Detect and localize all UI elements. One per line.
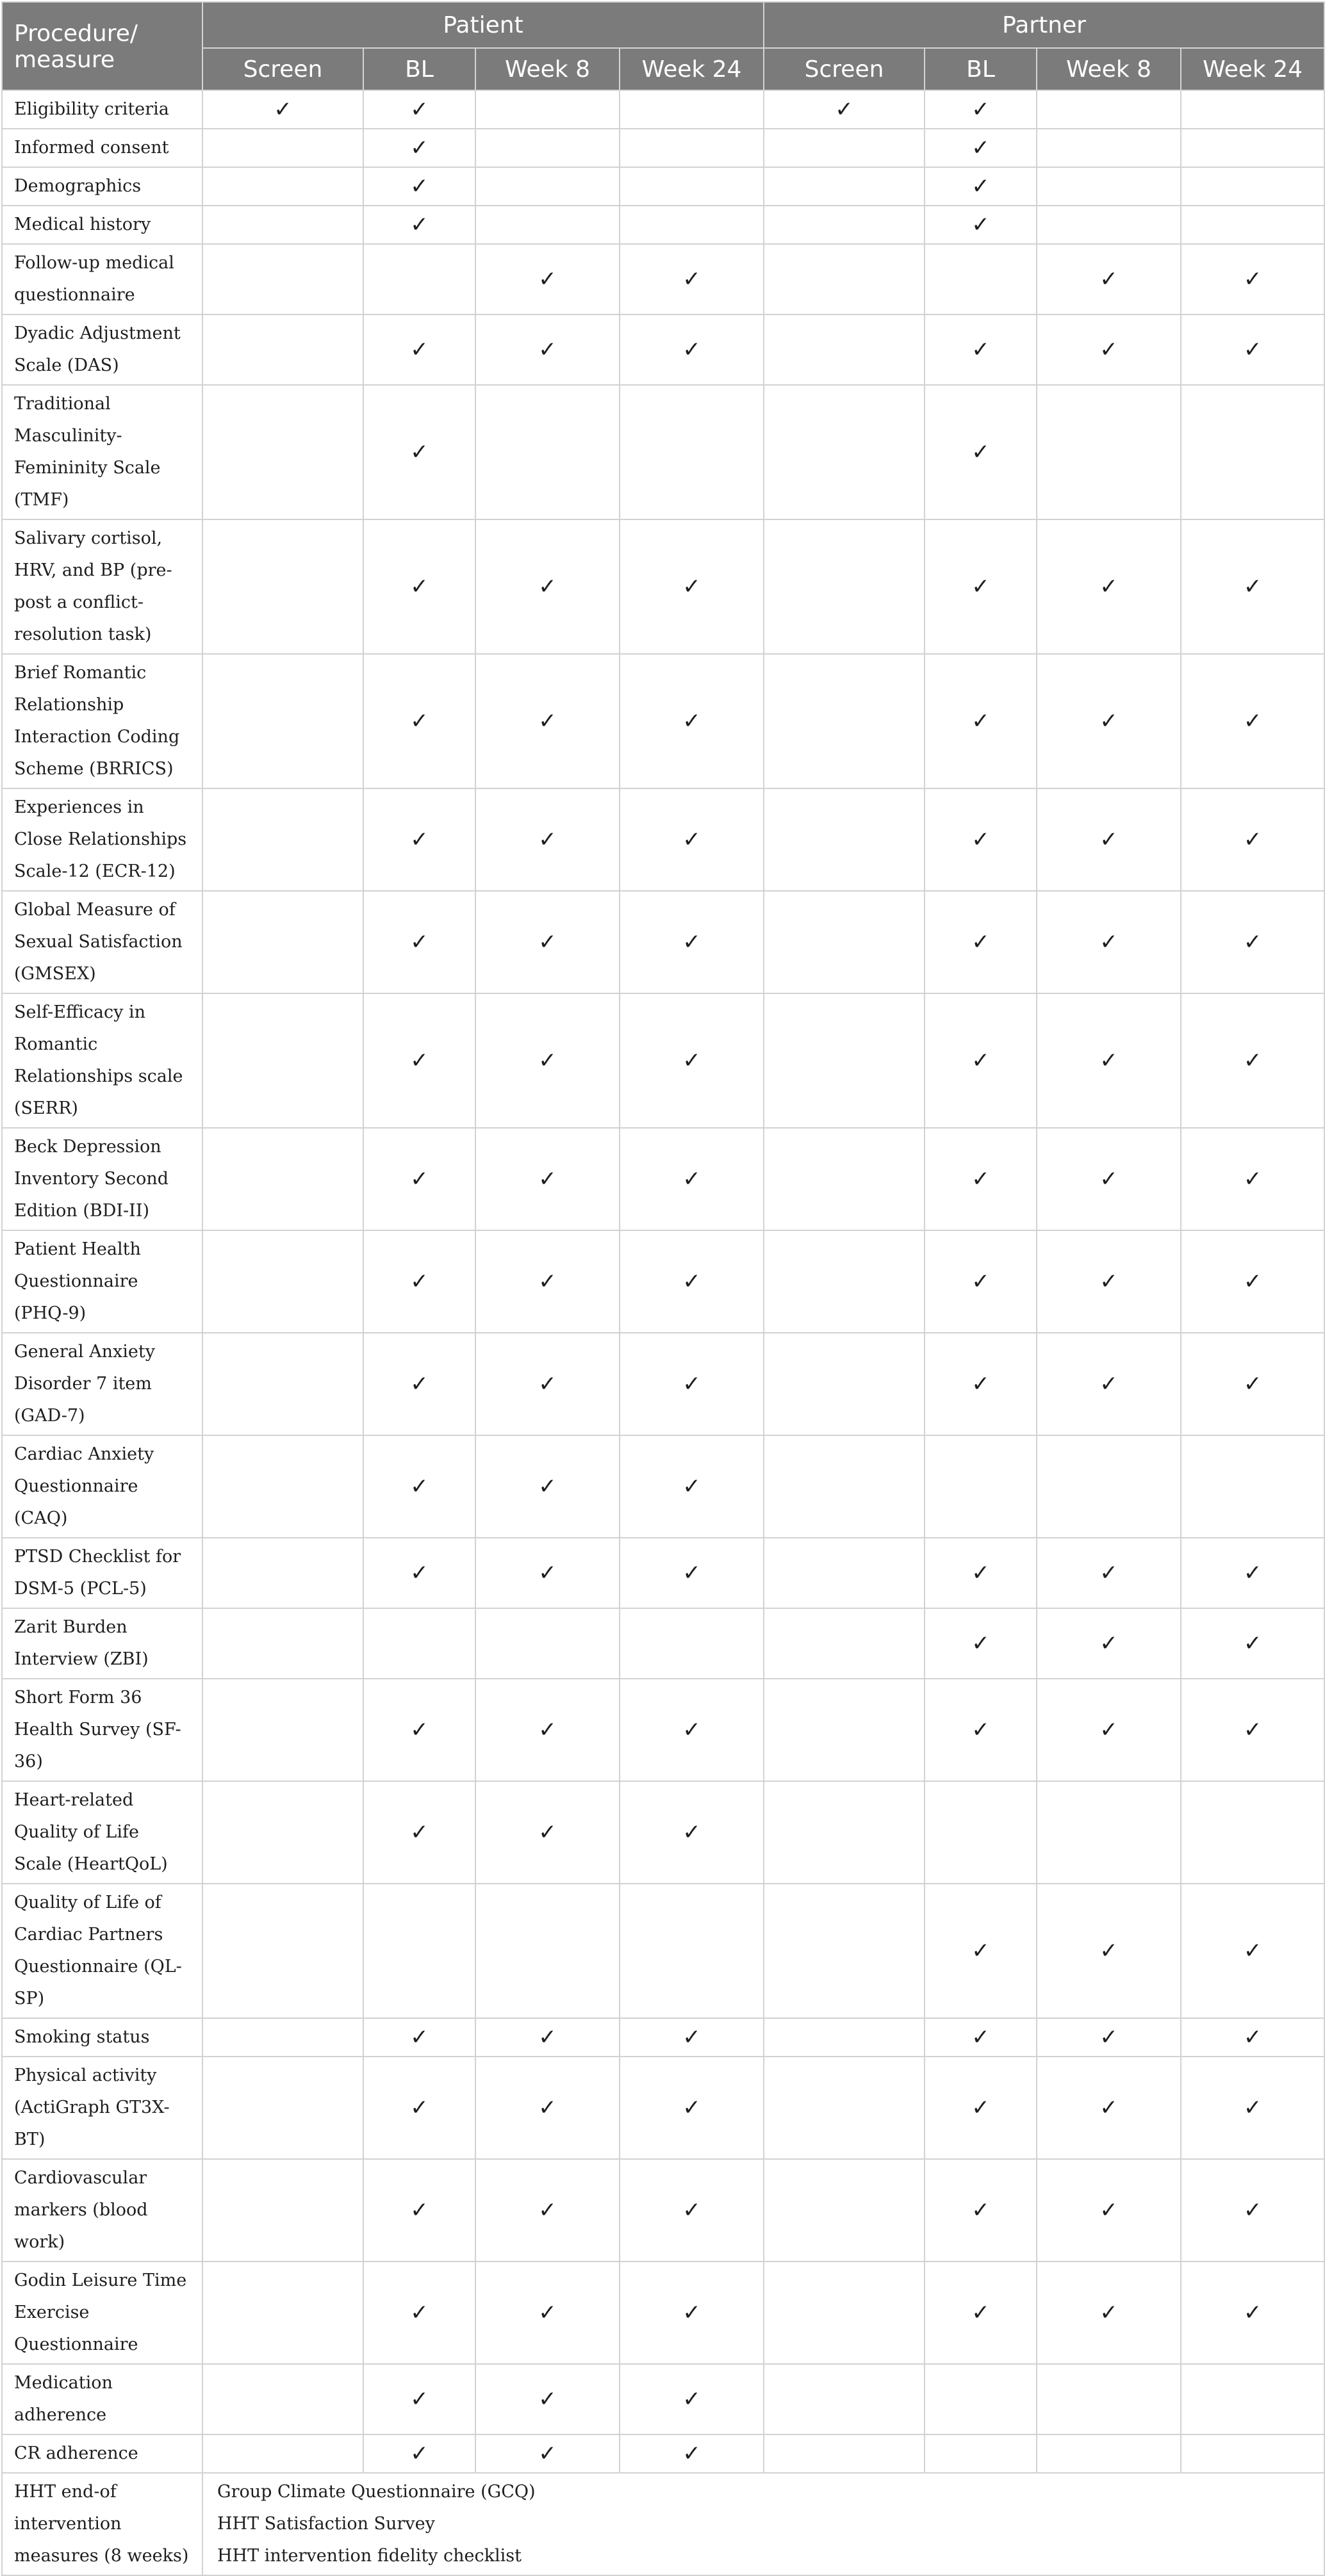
empty-cell-patient-screen [202, 2364, 363, 2434]
empty-cell-patient-week-24 [620, 206, 764, 244]
check-mark-partner-week-8: ✓ [1037, 1333, 1181, 1435]
measure-label: Global Measure of Sexual Satisfaction (GMSEX) [2, 891, 202, 993]
table-row [2, 788, 1324, 891]
header-patient-bl: BL [363, 48, 475, 90]
header-partner-screen: Screen [764, 48, 925, 90]
check-mark-partner-week-24: ✓ [1181, 993, 1324, 1128]
check-mark-partner-bl: ✓ [925, 1230, 1037, 1333]
empty-cell-patient-screen [202, 1435, 363, 1538]
measure-label: Beck Depression Inventory Second Edition (BDI-II) [2, 1128, 202, 1230]
check-mark-patient-week-24: ✓ [620, 519, 764, 654]
check-mark-patient-week-24: ✓ [620, 244, 764, 314]
check-mark-partner-week-8: ✓ [1037, 1679, 1181, 1781]
empty-cell-partner-week-24 [1181, 90, 1324, 129]
empty-cell-partner-screen [764, 654, 925, 788]
check-mark-partner-week-24: ✓ [1181, 1230, 1324, 1333]
check-mark-partner-bl: ✓ [925, 167, 1037, 206]
table-row [2, 993, 1324, 1128]
measure-label: Demographics [2, 167, 202, 206]
empty-cell-patient-bl [363, 1884, 475, 2018]
empty-cell-partner-week-8 [1037, 167, 1181, 206]
empty-cell-patient-week-24 [620, 90, 764, 129]
measure-label: Physical activity (ActiGraph GT3X-BT) [2, 2057, 202, 2159]
empty-cell-patient-screen [202, 1538, 363, 1608]
check-mark-patient-bl: ✓ [363, 1781, 475, 1884]
check-mark-patient-week-24: ✓ [620, 2262, 764, 2364]
empty-cell-partner-week-8 [1037, 1435, 1181, 1538]
empty-cell-patient-screen [202, 385, 363, 519]
check-mark-patient-bl: ✓ [363, 1333, 475, 1435]
check-mark-partner-week-24: ✓ [1181, 1333, 1324, 1435]
empty-cell-partner-screen [764, 788, 925, 891]
check-mark-partner-week-8: ✓ [1037, 654, 1181, 788]
check-mark-partner-week-8: ✓ [1037, 1608, 1181, 1679]
check-mark-partner-bl: ✓ [925, 519, 1037, 654]
measure-label: Cardiovascular markers (blood work) [2, 2159, 202, 2262]
table-body [2, 90, 1324, 2575]
check-mark-partner-week-8: ✓ [1037, 993, 1181, 1128]
measure-label: Patient Health Questionnaire (PHQ-9) [2, 1230, 202, 1333]
empty-cell-partner-bl [925, 244, 1037, 314]
check-mark-patient-week-24: ✓ [620, 788, 764, 891]
check-mark-patient-week-8: ✓ [475, 891, 620, 993]
check-mark-patient-bl: ✓ [363, 1230, 475, 1333]
check-mark-patient-week-24: ✓ [620, 1230, 764, 1333]
table-row [2, 129, 1324, 167]
table-row [2, 2018, 1324, 2057]
check-mark-patient-bl: ✓ [363, 2057, 475, 2159]
empty-cell-partner-week-24 [1181, 1781, 1324, 1884]
empty-cell-partner-screen [764, 2057, 925, 2159]
check-mark-partner-bl: ✓ [925, 1128, 1037, 1230]
check-mark-patient-bl: ✓ [363, 2434, 475, 2473]
check-mark-partner-week-24: ✓ [1181, 244, 1324, 314]
empty-cell-partner-screen [764, 314, 925, 385]
check-mark-patient-week-24: ✓ [620, 2018, 764, 2057]
empty-cell-patient-screen [202, 244, 363, 314]
measure-label: PTSD Checklist for DSM-5 (PCL-5) [2, 1538, 202, 1608]
measure-label: Medication adherence [2, 2364, 202, 2434]
table-row [2, 314, 1324, 385]
check-mark-patient-week-24: ✓ [620, 2057, 764, 2159]
empty-cell-partner-bl [925, 2364, 1037, 2434]
table-row [2, 2262, 1324, 2364]
check-mark-patient-bl: ✓ [363, 2262, 475, 2364]
empty-cell-patient-week-8 [475, 206, 620, 244]
empty-cell-partner-bl [925, 1435, 1037, 1538]
empty-cell-partner-week-24 [1181, 2434, 1324, 2473]
empty-cell-partner-screen [764, 1884, 925, 2018]
measure-label: CR adherence [2, 2434, 202, 2473]
check-mark-partner-week-8: ✓ [1037, 314, 1181, 385]
check-mark-patient-bl: ✓ [363, 2364, 475, 2434]
check-mark-patient-bl: ✓ [363, 993, 475, 1128]
empty-cell-partner-screen [764, 1538, 925, 1608]
check-mark-partner-bl: ✓ [925, 314, 1037, 385]
check-mark-patient-week-24: ✓ [620, 2159, 764, 2262]
check-mark-patient-week-8: ✓ [475, 788, 620, 891]
header-partner-week-24: Week 24 [1181, 48, 1324, 90]
check-mark-patient-bl: ✓ [363, 2018, 475, 2057]
check-mark-partner-bl: ✓ [925, 1333, 1037, 1435]
check-mark-patient-week-8: ✓ [475, 2364, 620, 2434]
empty-cell-partner-week-24 [1181, 129, 1324, 167]
empty-cell-patient-screen [202, 654, 363, 788]
check-mark-partner-week-8: ✓ [1037, 2159, 1181, 2262]
table-row [2, 1435, 1324, 1538]
check-mark-patient-week-8: ✓ [475, 314, 620, 385]
table-row [2, 167, 1324, 206]
empty-cell-patient-screen [202, 993, 363, 1128]
empty-cell-patient-week-8 [475, 1608, 620, 1679]
empty-cell-partner-screen [764, 891, 925, 993]
check-mark-patient-week-8: ✓ [475, 2159, 620, 2262]
empty-cell-patient-screen [202, 2434, 363, 2473]
empty-cell-patient-screen [202, 2262, 363, 2364]
empty-cell-partner-week-24 [1181, 206, 1324, 244]
check-mark-partner-bl: ✓ [925, 654, 1037, 788]
check-mark-patient-week-8: ✓ [475, 1230, 620, 1333]
check-mark-partner-bl: ✓ [925, 891, 1037, 993]
check-mark-partner-week-24: ✓ [1181, 891, 1324, 993]
empty-cell-partner-week-8 [1037, 129, 1181, 167]
check-mark-partner-week-8: ✓ [1037, 2018, 1181, 2057]
empty-cell-patient-bl [363, 244, 475, 314]
check-mark-partner-bl: ✓ [925, 1884, 1037, 2018]
empty-cell-patient-bl [363, 1608, 475, 1679]
measure-label: Zarit Burden Interview (ZBI) [2, 1608, 202, 1679]
measure-label: Quality of Life of Cardiac Partners Questionnaire (QL-SP) [2, 1884, 202, 2018]
check-mark-patient-bl: ✓ [363, 1435, 475, 1538]
table-row-hht-end-of-intervention [2, 2473, 1324, 2575]
measure-label: Traditional Masculinity-Femininity Scale (TMF) [2, 385, 202, 519]
empty-cell-partner-screen [764, 993, 925, 1128]
check-mark-patient-bl: ✓ [363, 1128, 475, 1230]
check-mark-partner-week-24: ✓ [1181, 519, 1324, 654]
measure-label: Follow-up medical questionnaire [2, 244, 202, 314]
table-row [2, 385, 1324, 519]
empty-cell-patient-screen [202, 2159, 363, 2262]
check-mark-patient-bl: ✓ [363, 129, 475, 167]
header-patient-week-24: Week 24 [620, 48, 764, 90]
check-mark-partner-week-24: ✓ [1181, 2159, 1324, 2262]
measure-label: Cardiac Anxiety Questionnaire (CAQ) [2, 1435, 202, 1538]
check-mark-partner-bl: ✓ [925, 2018, 1037, 2057]
check-mark-patient-week-8: ✓ [475, 993, 620, 1128]
check-mark-patient-week-24: ✓ [620, 654, 764, 788]
empty-cell-partner-screen [764, 1333, 925, 1435]
check-mark-patient-week-24: ✓ [620, 1128, 764, 1230]
empty-cell-partner-week-8 [1037, 1781, 1181, 1884]
header-group-partner: Partner [764, 2, 1324, 48]
empty-cell-patient-week-8 [475, 129, 620, 167]
measure-label: General Anxiety Disorder 7 item (GAD-7) [2, 1333, 202, 1435]
check-mark-patient-week-8: ✓ [475, 654, 620, 788]
header-partner-bl: BL [925, 48, 1037, 90]
table-row [2, 206, 1324, 244]
empty-cell-patient-week-24 [620, 1608, 764, 1679]
check-mark-partner-week-8: ✓ [1037, 1884, 1181, 2018]
check-mark-patient-week-24: ✓ [620, 1781, 764, 1884]
table-row [2, 1884, 1324, 2018]
check-mark-partner-week-24: ✓ [1181, 2262, 1324, 2364]
check-mark-partner-week-8: ✓ [1037, 2057, 1181, 2159]
check-mark-partner-bl: ✓ [925, 2057, 1037, 2159]
check-mark-partner-week-8: ✓ [1037, 788, 1181, 891]
check-mark-patient-week-8: ✓ [475, 2262, 620, 2364]
check-mark-partner-week-8: ✓ [1037, 519, 1181, 654]
check-mark-partner-week-24: ✓ [1181, 2057, 1324, 2159]
empty-cell-partner-bl [925, 2434, 1037, 2473]
check-mark-patient-bl: ✓ [363, 1538, 475, 1608]
table-row [2, 1230, 1324, 1333]
measure-label: Short Form 36 Health Survey (SF-36) [2, 1679, 202, 1781]
empty-cell-patient-screen [202, 519, 363, 654]
empty-cell-partner-screen [764, 2364, 925, 2434]
header-patient-screen: Screen [202, 48, 363, 90]
hht-measures-list [202, 2473, 1324, 2575]
empty-cell-patient-week-24 [620, 1884, 764, 2018]
empty-cell-partner-screen [764, 206, 925, 244]
check-mark-patient-week-24: ✓ [620, 1333, 764, 1435]
empty-cell-partner-screen [764, 1128, 925, 1230]
empty-cell-patient-screen [202, 788, 363, 891]
check-mark-patient-bl: ✓ [363, 1679, 475, 1781]
empty-cell-partner-screen [764, 2262, 925, 2364]
check-mark-partner-week-8: ✓ [1037, 2262, 1181, 2364]
check-mark-patient-bl: ✓ [363, 90, 475, 129]
table-row [2, 2057, 1324, 2159]
check-mark-partner-week-24: ✓ [1181, 788, 1324, 891]
check-mark-partner-week-24: ✓ [1181, 654, 1324, 788]
check-mark-patient-week-24: ✓ [620, 993, 764, 1128]
empty-cell-patient-screen [202, 1781, 363, 1884]
empty-cell-partner-bl [925, 1781, 1037, 1884]
check-mark-patient-bl: ✓ [363, 891, 475, 993]
empty-cell-patient-week-24 [620, 129, 764, 167]
measure-label: Salivary cortisol, HRV, and BP (pre-post a conflict-resolution task) [2, 519, 202, 654]
check-mark-patient-week-24: ✓ [620, 891, 764, 993]
empty-cell-partner-week-24 [1181, 385, 1324, 519]
table-row [2, 2434, 1324, 2473]
check-mark-partner-week-24: ✓ [1181, 2018, 1324, 2057]
empty-cell-patient-screen [202, 167, 363, 206]
check-mark-patient-week-8: ✓ [475, 244, 620, 314]
check-mark-patient-week-8: ✓ [475, 1679, 620, 1781]
table-row [2, 891, 1324, 993]
check-mark-patient-bl: ✓ [363, 206, 475, 244]
hht-measure-item: HHT Satisfaction Survey [217, 2514, 435, 2534]
table-row [2, 1679, 1324, 1781]
check-mark-patient-week-8: ✓ [475, 1781, 620, 1884]
check-mark-patient-week-8: ✓ [475, 1128, 620, 1230]
measure-label: HHT end-of intervention measures (8 weeks) [2, 2473, 202, 2575]
empty-cell-partner-screen [764, 1435, 925, 1538]
check-mark-partner-bl: ✓ [925, 993, 1037, 1128]
empty-cell-patient-screen [202, 2018, 363, 2057]
check-mark-partner-week-8: ✓ [1037, 1128, 1181, 1230]
empty-cell-patient-week-8 [475, 385, 620, 519]
table-row [2, 1538, 1324, 1608]
empty-cell-partner-week-24 [1181, 167, 1324, 206]
check-mark-patient-bl: ✓ [363, 167, 475, 206]
measure-label: Godin Leisure Time Exercise Questionnaire [2, 2262, 202, 2364]
check-mark-patient-week-8: ✓ [475, 2434, 620, 2473]
check-mark-patient-week-8: ✓ [475, 519, 620, 654]
empty-cell-patient-week-8 [475, 90, 620, 129]
table-row [2, 2364, 1324, 2434]
empty-cell-partner-week-8 [1037, 385, 1181, 519]
check-mark-patient-week-24: ✓ [620, 1679, 764, 1781]
table-row [2, 519, 1324, 654]
check-mark-partner-week-24: ✓ [1181, 1128, 1324, 1230]
check-mark-partner-week-8: ✓ [1037, 1230, 1181, 1333]
header-group-patient: Patient [202, 2, 764, 48]
empty-cell-patient-screen [202, 1128, 363, 1230]
check-mark-partner-screen: ✓ [764, 90, 925, 129]
check-mark-partner-week-24: ✓ [1181, 1679, 1324, 1781]
measure-label: Self-Efficacy in Romantic Relationships scale (SERR) [2, 993, 202, 1128]
empty-cell-partner-screen [764, 385, 925, 519]
check-mark-partner-bl: ✓ [925, 385, 1037, 519]
check-mark-patient-week-24: ✓ [620, 314, 764, 385]
check-mark-patient-bl: ✓ [363, 314, 475, 385]
check-mark-partner-week-24: ✓ [1181, 314, 1324, 385]
check-mark-patient-week-24: ✓ [620, 2434, 764, 2473]
empty-cell-patient-screen [202, 206, 363, 244]
empty-cell-patient-screen [202, 2057, 363, 2159]
empty-cell-partner-week-8 [1037, 2434, 1181, 2473]
measure-label: Dyadic Adjustment Scale (DAS) [2, 314, 202, 385]
table-row [2, 1333, 1324, 1435]
empty-cell-partner-screen [764, 1230, 925, 1333]
empty-cell-partner-screen [764, 244, 925, 314]
measure-label: Experiences in Close Relationships Scale-12 (ECR-12) [2, 788, 202, 891]
empty-cell-patient-week-24 [620, 167, 764, 206]
check-mark-partner-week-8: ✓ [1037, 244, 1181, 314]
empty-cell-partner-week-8 [1037, 206, 1181, 244]
check-mark-partner-week-24: ✓ [1181, 1538, 1324, 1608]
check-mark-patient-week-8: ✓ [475, 2018, 620, 2057]
empty-cell-patient-week-8 [475, 1884, 620, 2018]
empty-cell-partner-screen [764, 2018, 925, 2057]
measure-label: Eligibility criteria [2, 90, 202, 129]
hht-measure-item: HHT intervention fidelity checklist [217, 2546, 522, 2566]
empty-cell-patient-screen [202, 129, 363, 167]
check-mark-partner-bl: ✓ [925, 206, 1037, 244]
table-row [2, 1128, 1324, 1230]
empty-cell-partner-week-24 [1181, 1435, 1324, 1538]
header-patient-week-8: Week 8 [475, 48, 620, 90]
table-row [2, 1781, 1324, 1884]
empty-cell-partner-screen [764, 2434, 925, 2473]
check-mark-patient-week-8: ✓ [475, 2057, 620, 2159]
empty-cell-patient-screen [202, 1230, 363, 1333]
check-mark-patient-week-8: ✓ [475, 1538, 620, 1608]
table-row [2, 2159, 1324, 2262]
table-row [2, 654, 1324, 788]
empty-cell-partner-screen [764, 1781, 925, 1884]
check-mark-patient-bl: ✓ [363, 788, 475, 891]
empty-cell-patient-screen [202, 1333, 363, 1435]
header-partner-week-8: Week 8 [1037, 48, 1181, 90]
empty-cell-patient-screen [202, 1679, 363, 1781]
check-mark-partner-week-8: ✓ [1037, 891, 1181, 993]
check-mark-partner-bl: ✓ [925, 1538, 1037, 1608]
measure-label: Medical history [2, 206, 202, 244]
empty-cell-patient-screen [202, 1884, 363, 2018]
check-mark-patient-bl: ✓ [363, 654, 475, 788]
check-mark-partner-bl: ✓ [925, 1608, 1037, 1679]
empty-cell-patient-screen [202, 891, 363, 993]
check-mark-patient-bl: ✓ [363, 519, 475, 654]
empty-cell-patient-screen [202, 1608, 363, 1679]
check-mark-patient-week-8: ✓ [475, 1333, 620, 1435]
empty-cell-patient-week-24 [620, 385, 764, 519]
check-mark-partner-week-24: ✓ [1181, 1884, 1324, 2018]
check-mark-patient-week-24: ✓ [620, 1538, 764, 1608]
empty-cell-partner-screen [764, 1608, 925, 1679]
check-mark-patient-week-8: ✓ [475, 1435, 620, 1538]
check-mark-partner-bl: ✓ [925, 1679, 1037, 1781]
empty-cell-partner-screen [764, 2159, 925, 2262]
measure-label: Informed consent [2, 129, 202, 167]
header-procedure-measure: Procedure/ measure [2, 2, 202, 90]
check-mark-partner-bl: ✓ [925, 2262, 1037, 2364]
check-mark-patient-week-24: ✓ [620, 2364, 764, 2434]
empty-cell-partner-screen [764, 1679, 925, 1781]
header-row-groups [2, 2, 1324, 48]
empty-cell-partner-week-8 [1037, 90, 1181, 129]
measure-label: Brief Romantic Relationship Interaction Coding Scheme (BRRICS) [2, 654, 202, 788]
empty-cell-partner-screen [764, 129, 925, 167]
table-row [2, 1608, 1324, 1679]
empty-cell-patient-week-8 [475, 167, 620, 206]
check-mark-partner-bl: ✓ [925, 2159, 1037, 2262]
table-row [2, 90, 1324, 129]
check-mark-partner-bl: ✓ [925, 788, 1037, 891]
measure-label: Smoking status [2, 2018, 202, 2057]
empty-cell-partner-screen [764, 167, 925, 206]
check-mark-patient-week-24: ✓ [620, 1435, 764, 1538]
check-mark-partner-bl: ✓ [925, 90, 1037, 129]
hht-measure-item: Group Climate Questionnaire (GCQ) [217, 2482, 536, 2502]
empty-cell-partner-week-24 [1181, 2364, 1324, 2434]
check-mark-patient-bl: ✓ [363, 385, 475, 519]
check-mark-patient-bl: ✓ [363, 2159, 475, 2262]
measure-label: Heart-related Quality of Life Scale (HeartQoL) [2, 1781, 202, 1884]
check-mark-partner-week-24: ✓ [1181, 1608, 1324, 1679]
table-row [2, 244, 1324, 314]
empty-cell-patient-screen [202, 314, 363, 385]
empty-cell-partner-week-8 [1037, 2364, 1181, 2434]
check-mark-partner-bl: ✓ [925, 129, 1037, 167]
empty-cell-partner-screen [764, 519, 925, 654]
check-mark-patient-screen: ✓ [202, 90, 363, 129]
check-mark-partner-week-8: ✓ [1037, 1538, 1181, 1608]
schedule-of-assessments-table [1, 1, 1325, 2576]
